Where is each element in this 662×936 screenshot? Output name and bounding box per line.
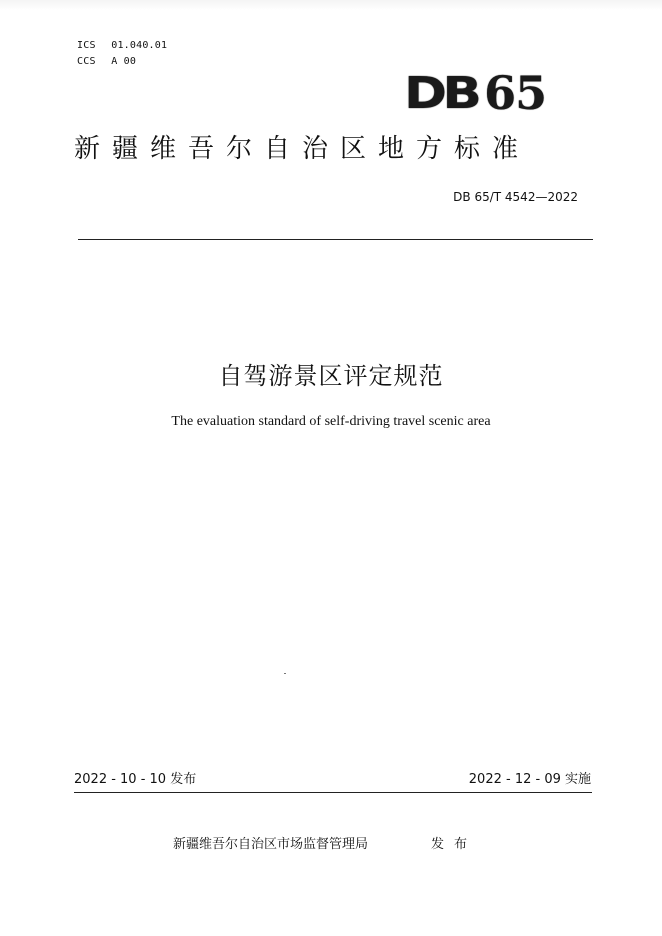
top-divider (78, 239, 593, 240)
document-title-english: The evaluation standard of self-driving travel scenic area (171, 414, 491, 429)
issuing-authority: 新疆维吾尔自治区市场监督管理局 (173, 837, 369, 852)
scan-dot-mark (284, 673, 286, 674)
bottom-divider (74, 792, 592, 793)
standard-number: DB 65/T 4542—2022 (453, 190, 578, 204)
ccs-code-line (77, 54, 167, 70)
issue-action: 发布 (431, 837, 478, 852)
ccs-label: CCS (77, 56, 96, 67)
ics-value: 01.040.01 (111, 40, 168, 51)
release-date: 2022 - 10 - 10 发布 (74, 772, 197, 787)
ics-label: ICS (77, 40, 96, 51)
implementation-date: 2022 - 12 - 09 实施 (468, 772, 591, 787)
ics-code-line (77, 38, 167, 54)
scan-edge-shadow (0, 0, 662, 10)
ccs-value: A 00 (111, 56, 137, 67)
date-row (74, 771, 591, 791)
standard-type-title: 新疆维吾尔自治区地方标准 (74, 134, 531, 164)
classification-codes (77, 38, 167, 70)
logo-number: 65 (484, 66, 547, 120)
logo-db-text: DB (404, 68, 478, 119)
db65-logo (404, 66, 547, 120)
document-title-chinese: 自驾游景区评定规范 (218, 362, 444, 390)
